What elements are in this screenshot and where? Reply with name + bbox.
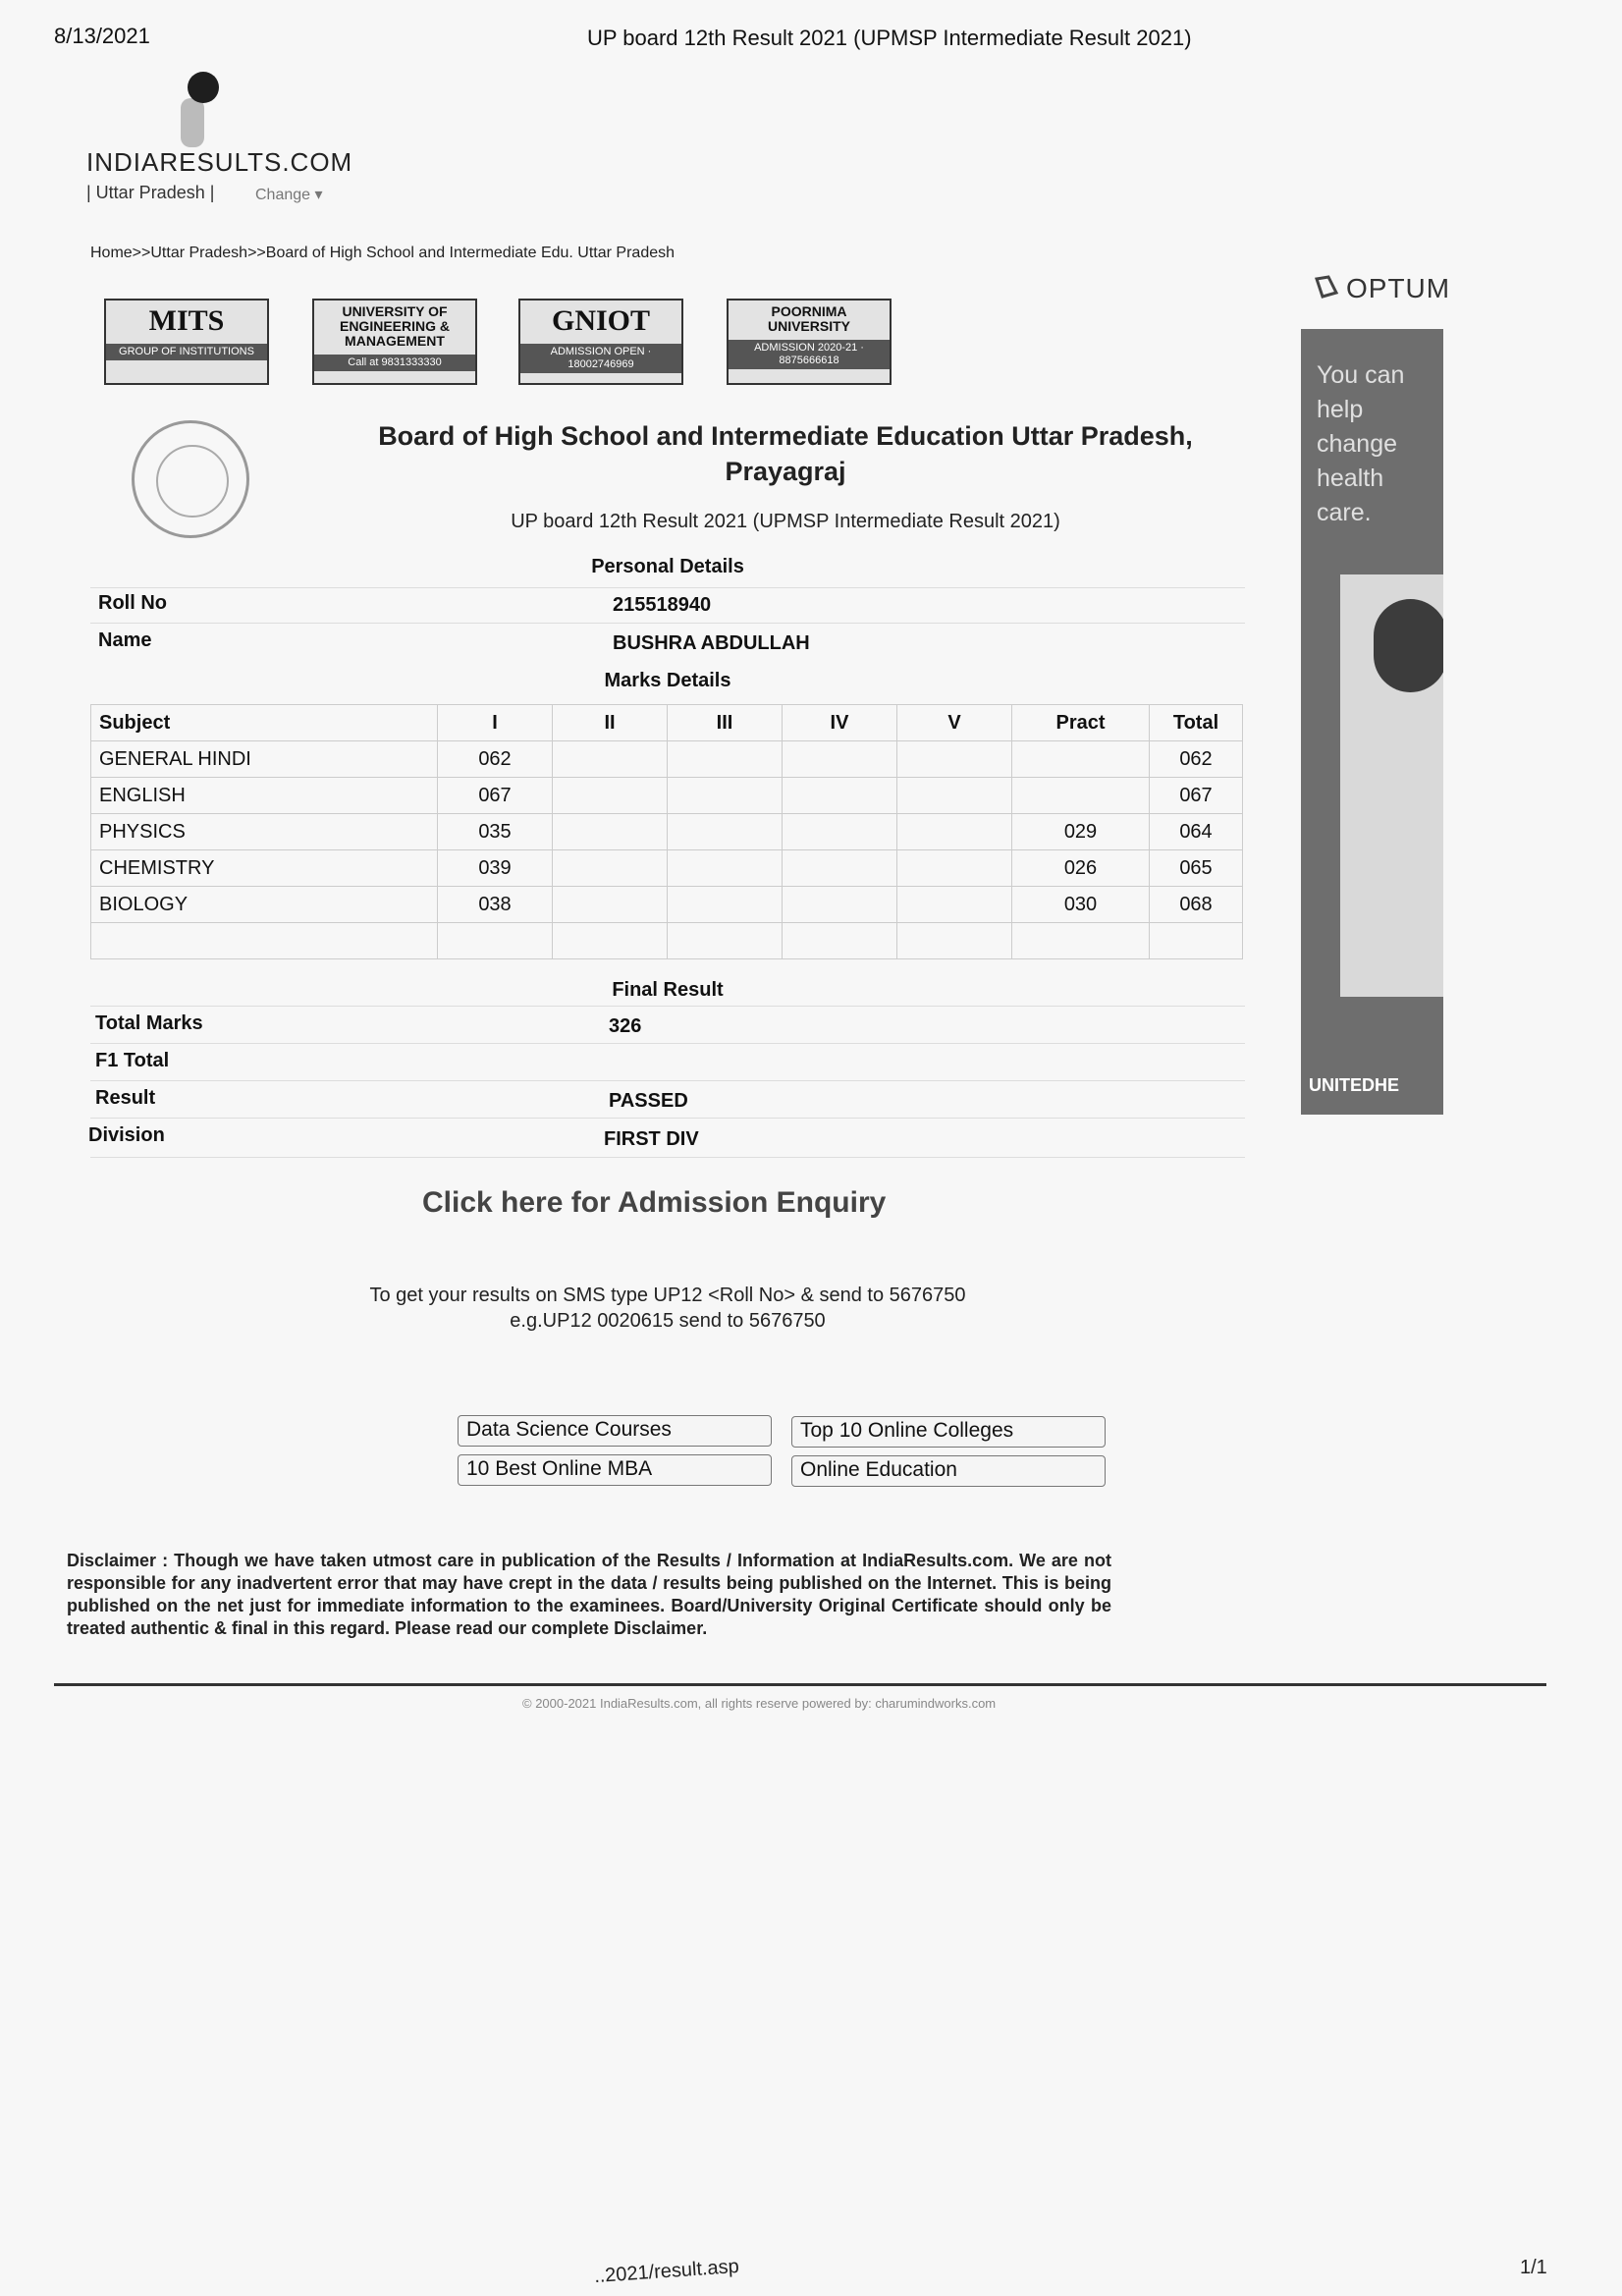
table-cell: 068 bbox=[1150, 887, 1243, 923]
final-result-heading: Final Result bbox=[612, 979, 724, 1001]
side-ad-tagline-line: help change bbox=[1317, 396, 1398, 458]
marks-table bbox=[90, 704, 1243, 959]
ad-logo-caption: ADMISSION OPEN · 18002746969 bbox=[520, 344, 681, 373]
division-value: FIRST DIV bbox=[604, 1128, 699, 1150]
table-cell bbox=[668, 887, 783, 923]
table-cell bbox=[783, 741, 897, 778]
link-10-best-online-mba[interactable]: 10 Best Online MBA bbox=[458, 1454, 772, 1486]
col-ii: II bbox=[553, 705, 668, 741]
table-cell bbox=[897, 814, 1012, 850]
name-value: BUSHRA ABDULLAH bbox=[613, 632, 810, 654]
optum-logo-icon bbox=[1313, 275, 1340, 299]
table-row bbox=[91, 850, 1243, 887]
table-cell bbox=[438, 923, 553, 959]
table-cell bbox=[897, 778, 1012, 814]
table-cell bbox=[897, 741, 1012, 778]
table-cell bbox=[897, 923, 1012, 959]
f1-total-label: F1 Total bbox=[95, 1050, 170, 1071]
table-cell bbox=[553, 923, 668, 959]
side-ad-brand[interactable] bbox=[1313, 273, 1450, 304]
ad-logo-text: GNIOT bbox=[551, 304, 651, 337]
table-cell bbox=[1012, 778, 1150, 814]
link-online-education[interactable]: Online Education bbox=[791, 1455, 1106, 1487]
table-cell bbox=[783, 778, 897, 814]
table-cell bbox=[668, 850, 783, 887]
print-footer-url: ..2021/result.asp bbox=[593, 2255, 740, 2288]
admission-enquiry-link[interactable]: Click here for Admission Enquiry bbox=[422, 1186, 887, 1219]
col-total: Total bbox=[1150, 705, 1243, 741]
table-cell: GENERAL HINDI bbox=[91, 741, 438, 778]
result-value: PASSED bbox=[609, 1090, 688, 1112]
col-iii: III bbox=[668, 705, 783, 741]
footer-divider bbox=[54, 1683, 1546, 1686]
table-cell: 030 bbox=[1012, 887, 1150, 923]
table-cell bbox=[783, 850, 897, 887]
table-cell bbox=[553, 778, 668, 814]
table-cell bbox=[553, 887, 668, 923]
table-cell bbox=[1150, 923, 1243, 959]
logo-figure-icon bbox=[181, 98, 204, 147]
table-cell: BIOLOGY bbox=[91, 887, 438, 923]
ad-logo-text: POORNIMA UNIVERSITY bbox=[767, 303, 850, 334]
link-data-science-courses[interactable]: Data Science Courses bbox=[458, 1415, 772, 1447]
board-seal-icon bbox=[132, 420, 249, 538]
table-cell bbox=[1012, 923, 1150, 959]
table-row bbox=[91, 778, 1243, 814]
table-cell bbox=[1012, 741, 1150, 778]
table-cell: 062 bbox=[1150, 741, 1243, 778]
personal-details-heading: Personal Details bbox=[591, 556, 744, 577]
ad-logo-caption: GROUP OF INSTITUTIONS bbox=[106, 344, 267, 360]
change-region-link[interactable]: Change ▾ bbox=[255, 187, 323, 203]
site-logo[interactable] bbox=[86, 69, 381, 206]
board-title-line1: Board of High School and Intermediate Education Uttar Pradesh, bbox=[378, 421, 1193, 451]
print-date: 8/13/2021 bbox=[54, 24, 150, 48]
print-title: UP board 12th Result 2021 (UPMSP Intermediate Result 2021) bbox=[587, 26, 1192, 50]
side-ad-tagline-line: health care. bbox=[1317, 465, 1384, 526]
ad-logo-text: MITS bbox=[148, 304, 225, 337]
table-header-row bbox=[91, 705, 1243, 741]
table-cell: 026 bbox=[1012, 850, 1150, 887]
copyright: © 2000-2021 IndiaResults.com, all rights reserve powered by: charumindworks.com bbox=[522, 1696, 997, 1711]
ad-logo-gniot[interactable] bbox=[518, 299, 683, 385]
col-i: I bbox=[438, 705, 553, 741]
table-cell: 065 bbox=[1150, 850, 1243, 887]
col-pract: Pract bbox=[1012, 705, 1150, 741]
table-cell: PHYSICS bbox=[91, 814, 438, 850]
table-cell: 067 bbox=[438, 778, 553, 814]
table-cell bbox=[783, 923, 897, 959]
sms-instructions: To get your results on SMS type UP12 <Roll No> & send to 5676750 bbox=[369, 1285, 966, 1306]
result-subtitle: UP board 12th Result 2021 (UPMSP Intermediate Result 2021) bbox=[511, 511, 1060, 532]
link-top-10-online-colleges[interactable]: Top 10 Online Colleges bbox=[791, 1416, 1106, 1448]
table-cell: CHEMISTRY bbox=[91, 850, 438, 887]
side-ad-banner[interactable] bbox=[1301, 329, 1443, 1115]
table-cell: 067 bbox=[1150, 778, 1243, 814]
col-iv: IV bbox=[783, 705, 897, 741]
division-label: Division bbox=[88, 1124, 165, 1146]
total-marks-value: 326 bbox=[609, 1015, 642, 1037]
site-name: INDIARESULTS.COM bbox=[86, 147, 353, 177]
ad-logo-caption: Call at 9831333330 bbox=[314, 355, 475, 371]
ad-logo-text: UNIVERSITY OF ENGINEERING & MANAGEMENT bbox=[339, 303, 450, 349]
side-ad-tagline-line: You can bbox=[1317, 361, 1405, 389]
marks-details-heading: Marks Details bbox=[604, 670, 731, 691]
breadcrumb[interactable]: Home>>Uttar Pradesh>>Board of High School and Intermediate Edu. Uttar Pradesh bbox=[90, 245, 676, 261]
table-cell: 029 bbox=[1012, 814, 1150, 850]
side-ad-tagline bbox=[1317, 358, 1443, 530]
roll-no-value: 215518940 bbox=[613, 594, 712, 616]
col-subject: Subject bbox=[91, 705, 438, 741]
table-cell bbox=[553, 814, 668, 850]
table-row bbox=[91, 741, 1243, 778]
logo-globe-icon bbox=[188, 72, 219, 103]
table-cell: 064 bbox=[1150, 814, 1243, 850]
table-cell bbox=[897, 887, 1012, 923]
table-cell: ENGLISH bbox=[91, 778, 438, 814]
table-cell: 039 bbox=[438, 850, 553, 887]
table-row bbox=[91, 814, 1243, 850]
table-cell bbox=[668, 923, 783, 959]
ad-logo-poornima[interactable] bbox=[727, 299, 892, 385]
table-cell bbox=[668, 814, 783, 850]
col-v: V bbox=[897, 705, 1012, 741]
disclaimer: Disclaimer : Though we have taken utmost care in publication of the Results / Information at IndiaResults.com. We are not responsible for any inadvertent error that may have crept in the data / results being published on the Internet. This is being published on the net just for immediate information to the examinees. Board/University Original Certificate should only be treated authentic & final in this regard. Please read our complete Disclaimer. bbox=[67, 1551, 1111, 1638]
table-cell bbox=[553, 741, 668, 778]
region-label: | Uttar Pradesh | bbox=[86, 183, 215, 202]
table-cell bbox=[897, 850, 1012, 887]
print-page-number: 1/1 bbox=[1520, 2257, 1547, 2278]
table-cell bbox=[783, 887, 897, 923]
table-cell: 035 bbox=[438, 814, 553, 850]
side-ad-brand-name: OPTUM bbox=[1346, 273, 1451, 303]
table-cell bbox=[91, 923, 438, 959]
table-cell bbox=[668, 741, 783, 778]
table-row bbox=[91, 887, 1243, 923]
result-label: Result bbox=[95, 1087, 156, 1109]
table-cell bbox=[668, 778, 783, 814]
ad-logo-caption: ADMISSION 2020-21 · 8875666618 bbox=[729, 340, 890, 369]
board-title-line2: Prayagraj bbox=[725, 457, 846, 486]
table-cell bbox=[553, 850, 668, 887]
sms-example: e.g.UP12 0020615 send to 5676750 bbox=[510, 1310, 826, 1332]
table-cell: 062 bbox=[438, 741, 553, 778]
side-ad-face-image bbox=[1374, 599, 1443, 692]
roll-no-label: Roll No bbox=[98, 592, 167, 614]
total-marks-label: Total Marks bbox=[95, 1012, 203, 1034]
ad-logo-uem[interactable] bbox=[312, 299, 477, 385]
table-cell bbox=[783, 814, 897, 850]
table-cell: 038 bbox=[438, 887, 553, 923]
board-title bbox=[334, 418, 1237, 489]
name-label: Name bbox=[98, 629, 152, 651]
table-row bbox=[91, 923, 1243, 959]
ad-logo-mits[interactable] bbox=[104, 299, 269, 385]
side-ad-footer: UNITEDHE bbox=[1309, 1075, 1400, 1095]
